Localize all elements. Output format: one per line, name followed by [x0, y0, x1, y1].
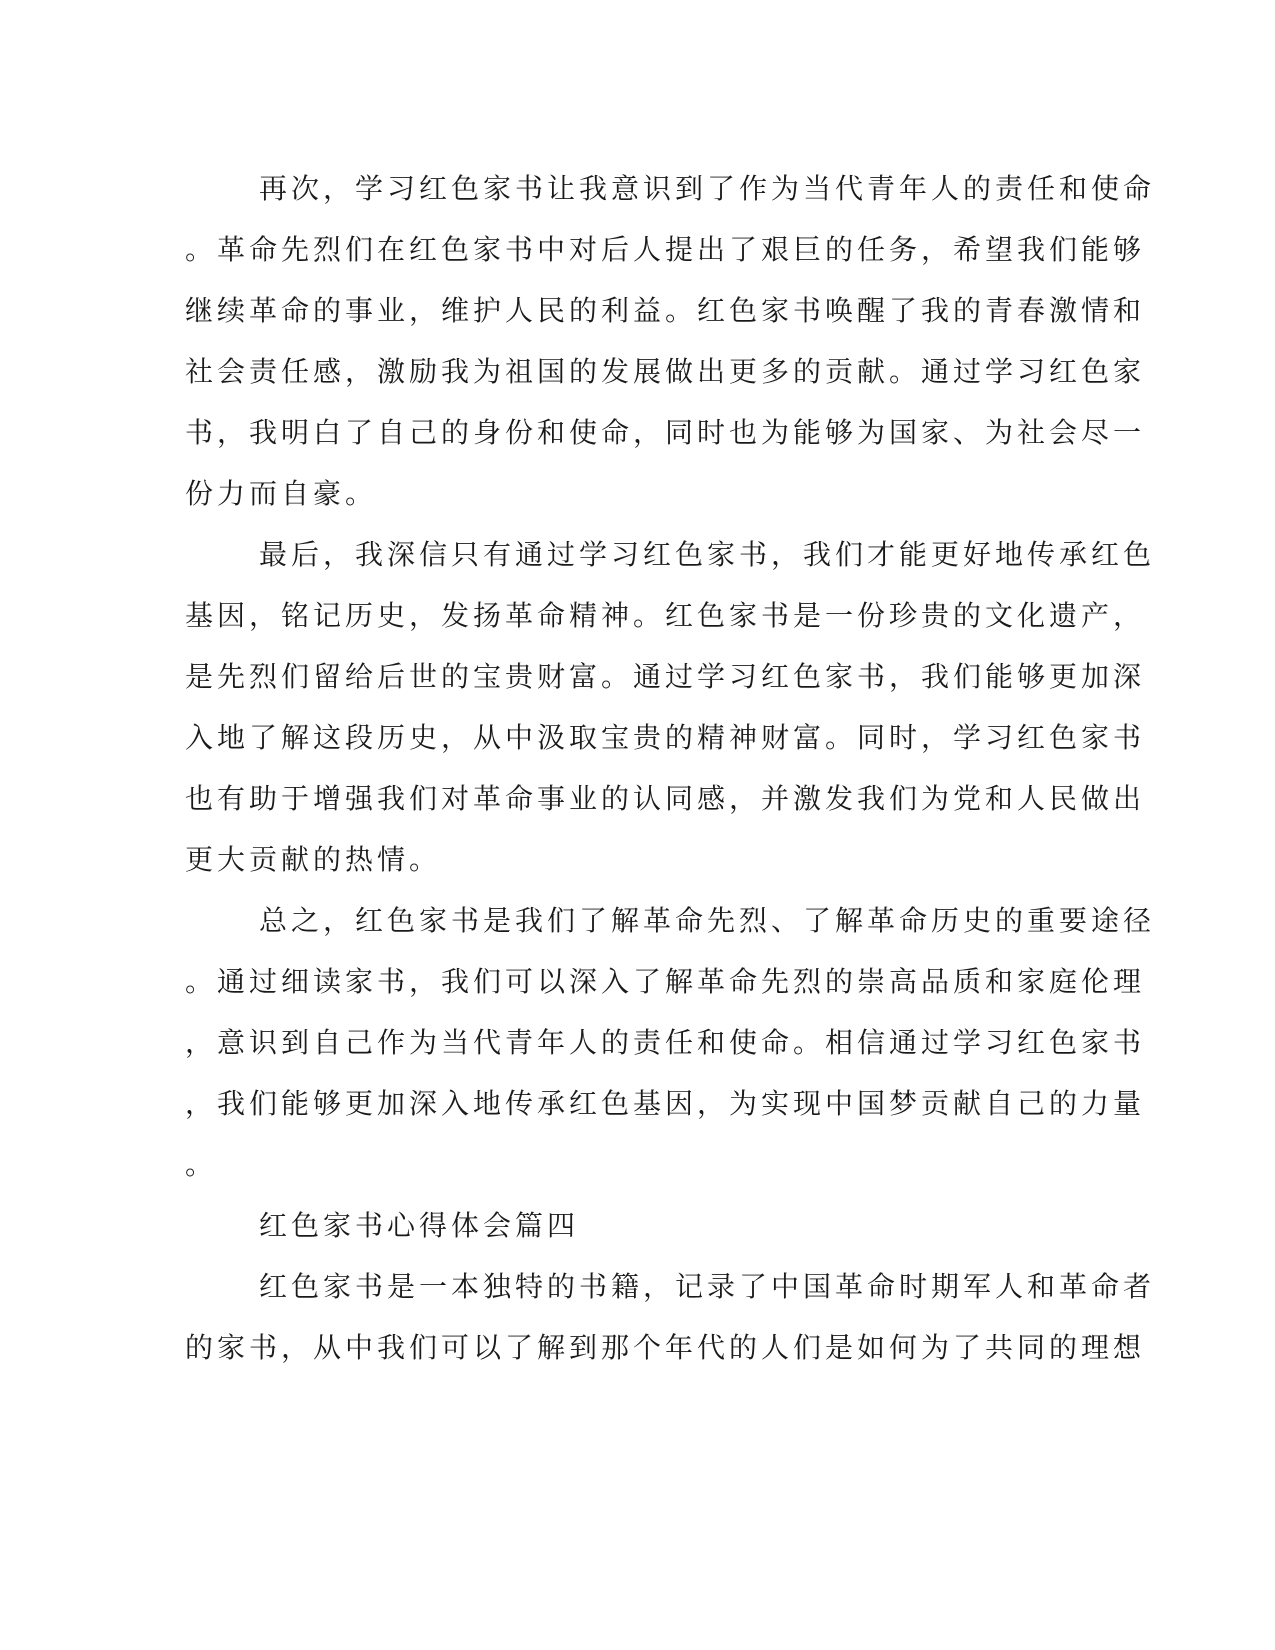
text-line: 红色家书是一本独特的书籍，记录了中国革命时期军人和革命者 [259, 1270, 1156, 1303]
text-line: 是先烈们留给后世的宝贵财富。通过学习红色家书，我们能够更加深 [185, 660, 1146, 693]
paragraph-intro [185, 1256, 1156, 1378]
document-body [185, 158, 1156, 1378]
text-line: 的家书，从中我们可以了解到那个年代的人们是如何为了共同的理想 [185, 1331, 1146, 1364]
text-line: 书，我明白了自己的身份和使命，同时也为能够为国家、为社会尽一 [185, 416, 1146, 449]
text-line: ，我们能够更加深入地传承红色基因，为实现中国梦贡献自己的力量 [185, 1087, 1146, 1120]
text-line: 基因，铭记历史，发扬革命精神。红色家书是一份珍贵的文化遗产， [185, 599, 1146, 632]
paragraph-finally [185, 524, 1156, 890]
paragraph-responsibility [185, 158, 1156, 524]
text-line: 总之，红色家书是我们了解革命先烈、了解革命历史的重要途径 [259, 904, 1156, 937]
text-line: 继续革命的事业，维护人民的利益。红色家书唤醒了我的青春激情和 [185, 294, 1146, 327]
section-heading [185, 1195, 1065, 1256]
paragraph-conclusion [185, 890, 1156, 1195]
text-line: 入地了解这段历史，从中汲取宝贵的精神财富。同时，学习红色家书 [185, 721, 1146, 754]
text-line: 。 [185, 1148, 218, 1181]
text-line: 再次，学习红色家书让我意识到了作为当代青年人的责任和使命 [259, 172, 1156, 205]
text-line: 社会责任感，激励我为祖国的发展做出更多的贡献。通过学习红色家 [185, 355, 1146, 388]
text-line: ，意识到自己作为当代青年人的责任和使命。相信通过学习红色家书 [185, 1026, 1146, 1059]
text-line: 也有助于增强我们对革命事业的认同感，并激发我们为党和人民做出 [185, 782, 1146, 815]
section-title: 红色家书心得体会篇四 [259, 1209, 580, 1242]
text-line: 更大贡献的热情。 [185, 843, 442, 876]
text-line: 最后，我深信只有通过学习红色家书，我们才能更好地传承红色 [259, 538, 1156, 571]
text-line: 。通过细读家书，我们可以深入了解革命先烈的崇高品质和家庭伦理 [185, 965, 1146, 998]
text-line: 。革命先烈们在红色家书中对后人提出了艰巨的任务，希望我们能够 [185, 233, 1146, 266]
text-line: 份力而自豪。 [185, 477, 378, 510]
